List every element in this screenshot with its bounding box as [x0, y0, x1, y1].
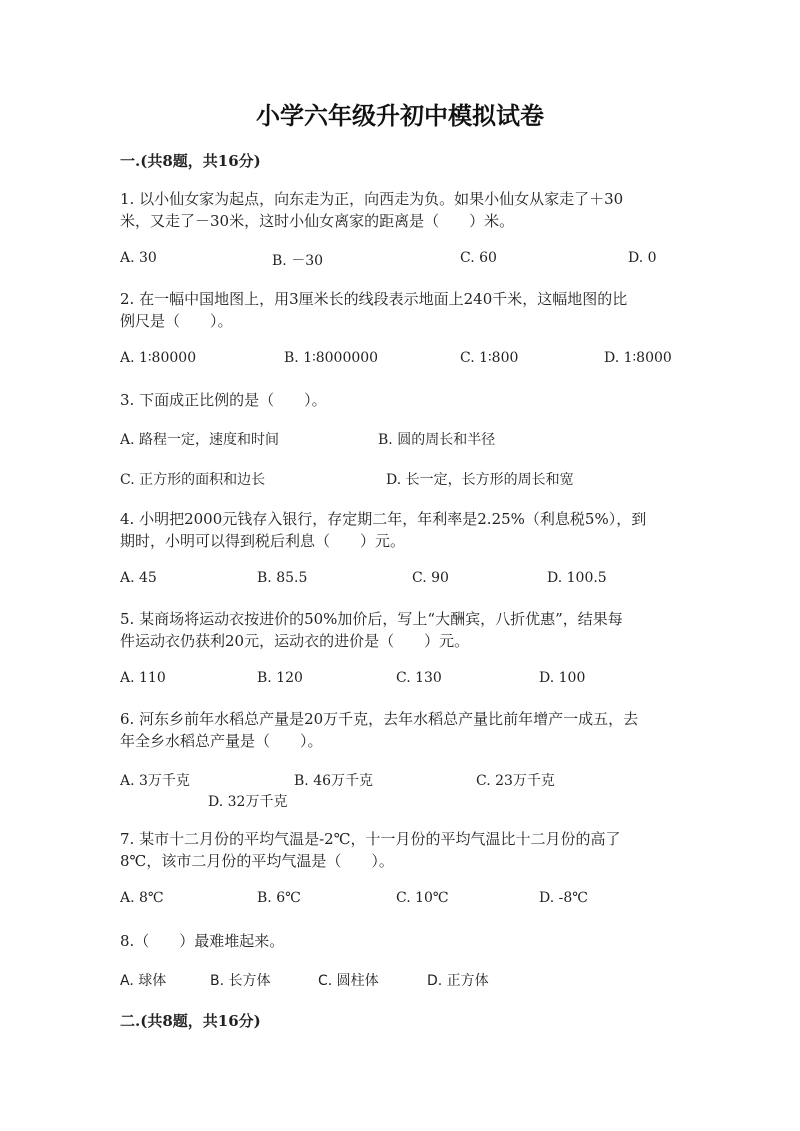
q8-option-a[interactable]: A. 球体 [120, 973, 167, 989]
q4-option-b[interactable]: B. 85.5 [257, 570, 308, 586]
q2-option-c[interactable]: C. 1∶800 [460, 350, 519, 366]
question-1-line-1: 1. 以小仙女家为起点，向东走为正，向西走为负。如果小仙女从家走了＋30 [120, 190, 624, 208]
question-3 [120, 389, 690, 411]
question-3-line-1: 3. 下面成正比例的是（ ）。 [120, 391, 327, 409]
question-7-line-1: 7. 某市十二月份的平均气温是-2℃，十一月份的平均气温比十二月份的高了 [120, 830, 621, 848]
question-5-line-2: 件运动衣仍获利20元，运动衣的进价是（ ）元。 [120, 632, 470, 650]
question-7-line-2: 8℃，该市二月份的平均气温是（ ）。 [120, 852, 394, 870]
q1-option-b[interactable]: B. －30 [272, 253, 324, 269]
q6-option-c[interactable]: C. 23万千克 [476, 773, 555, 789]
q1-option-d[interactable]: D. 0 [628, 250, 657, 266]
question-6 [120, 708, 690, 752]
question-6-line-2: 年全乡水稻总产量是（ ）。 [120, 732, 323, 750]
question-6-line-1: 6. 河东乡前年水稻总产量是20万千克，去年水稻总产量比前年增产一成五，去 [120, 710, 639, 728]
q6-option-a[interactable]: A. 3万千克 [120, 773, 190, 789]
q2-option-d[interactable]: D. 1∶8000 [604, 350, 672, 366]
section-header-1: 一.(共8题，共16分) [120, 152, 261, 170]
exam-title: 小学六年级升初中模拟试卷 [256, 101, 544, 130]
q4-option-d[interactable]: D. 100.5 [547, 570, 607, 586]
question-4 [120, 508, 690, 552]
q2-option-b[interactable]: B. 1∶8000000 [284, 350, 379, 366]
q8-option-d[interactable]: D. 正方体 [427, 973, 489, 989]
q3-option-d[interactable]: D. 长一定，长方形的周长和宽 [386, 472, 574, 488]
q8-option-b[interactable]: B. 长方体 [210, 973, 271, 989]
q8-option-c[interactable]: C. 圆柱体 [318, 973, 379, 989]
question-2-line-2: 例尺是（ ）。 [120, 312, 233, 330]
q6-option-b[interactable]: B. 46万千克 [294, 773, 374, 789]
q7-option-a[interactable]: A. 8℃ [120, 890, 164, 906]
q3-option-c[interactable]: C. 正方形的面积和边长 [120, 472, 266, 488]
q1-option-a[interactable]: A. 30 [120, 250, 157, 266]
question-4-line-2: 期时，小明可以得到税后利息（ ）元。 [120, 532, 406, 550]
q3-option-b[interactable]: B. 圆的周长和半径 [378, 432, 496, 448]
question-5-line-1: 5. 某商场将运动衣按进价的50%加价后，写上“大酬宾，八折优惠”，结果每 [120, 610, 623, 628]
question-7 [120, 828, 690, 872]
q4-option-c[interactable]: C. 90 [412, 570, 449, 586]
q7-option-c[interactable]: C. 10℃ [396, 890, 449, 906]
question-4-line-1: 4. 小明把2000元钱存入银行，存定期二年，年利率是2.25%（利息税5%），到 [120, 510, 647, 528]
question-1-line-2: 米，又走了－30米，这时小仙女离家的距离是（ ）米。 [120, 212, 515, 230]
q4-option-a[interactable]: A. 45 [120, 570, 157, 586]
question-8-line-1: 8.（ ）最难堆起来。 [120, 932, 285, 950]
question-2-line-1: 2. 在一幅中国地图上，用3厘米长的线段表示地面上240千米，这幅地图的比 [120, 290, 628, 308]
question-5 [120, 608, 690, 652]
q7-option-d[interactable]: D. -8℃ [539, 890, 588, 906]
q2-option-a[interactable]: A. 1∶80000 [120, 350, 197, 366]
question-2 [120, 288, 690, 332]
q1-option-c[interactable]: C. 60 [460, 250, 497, 266]
q5-option-d[interactable]: D. 100 [539, 670, 586, 686]
question-8 [120, 930, 690, 952]
q5-option-a[interactable]: A. 110 [120, 670, 166, 686]
section-header-2: 二.(共8题，共16分) [120, 1012, 261, 1030]
q5-option-b[interactable]: B. 120 [257, 670, 303, 686]
q3-option-a[interactable]: A. 路程一定，速度和时间 [120, 432, 280, 448]
q5-option-c[interactable]: C. 130 [396, 670, 442, 686]
q7-option-b[interactable]: B. 6℃ [257, 890, 301, 906]
question-1 [120, 188, 690, 232]
q6-option-d[interactable]: D. 32万千克 [208, 794, 288, 810]
